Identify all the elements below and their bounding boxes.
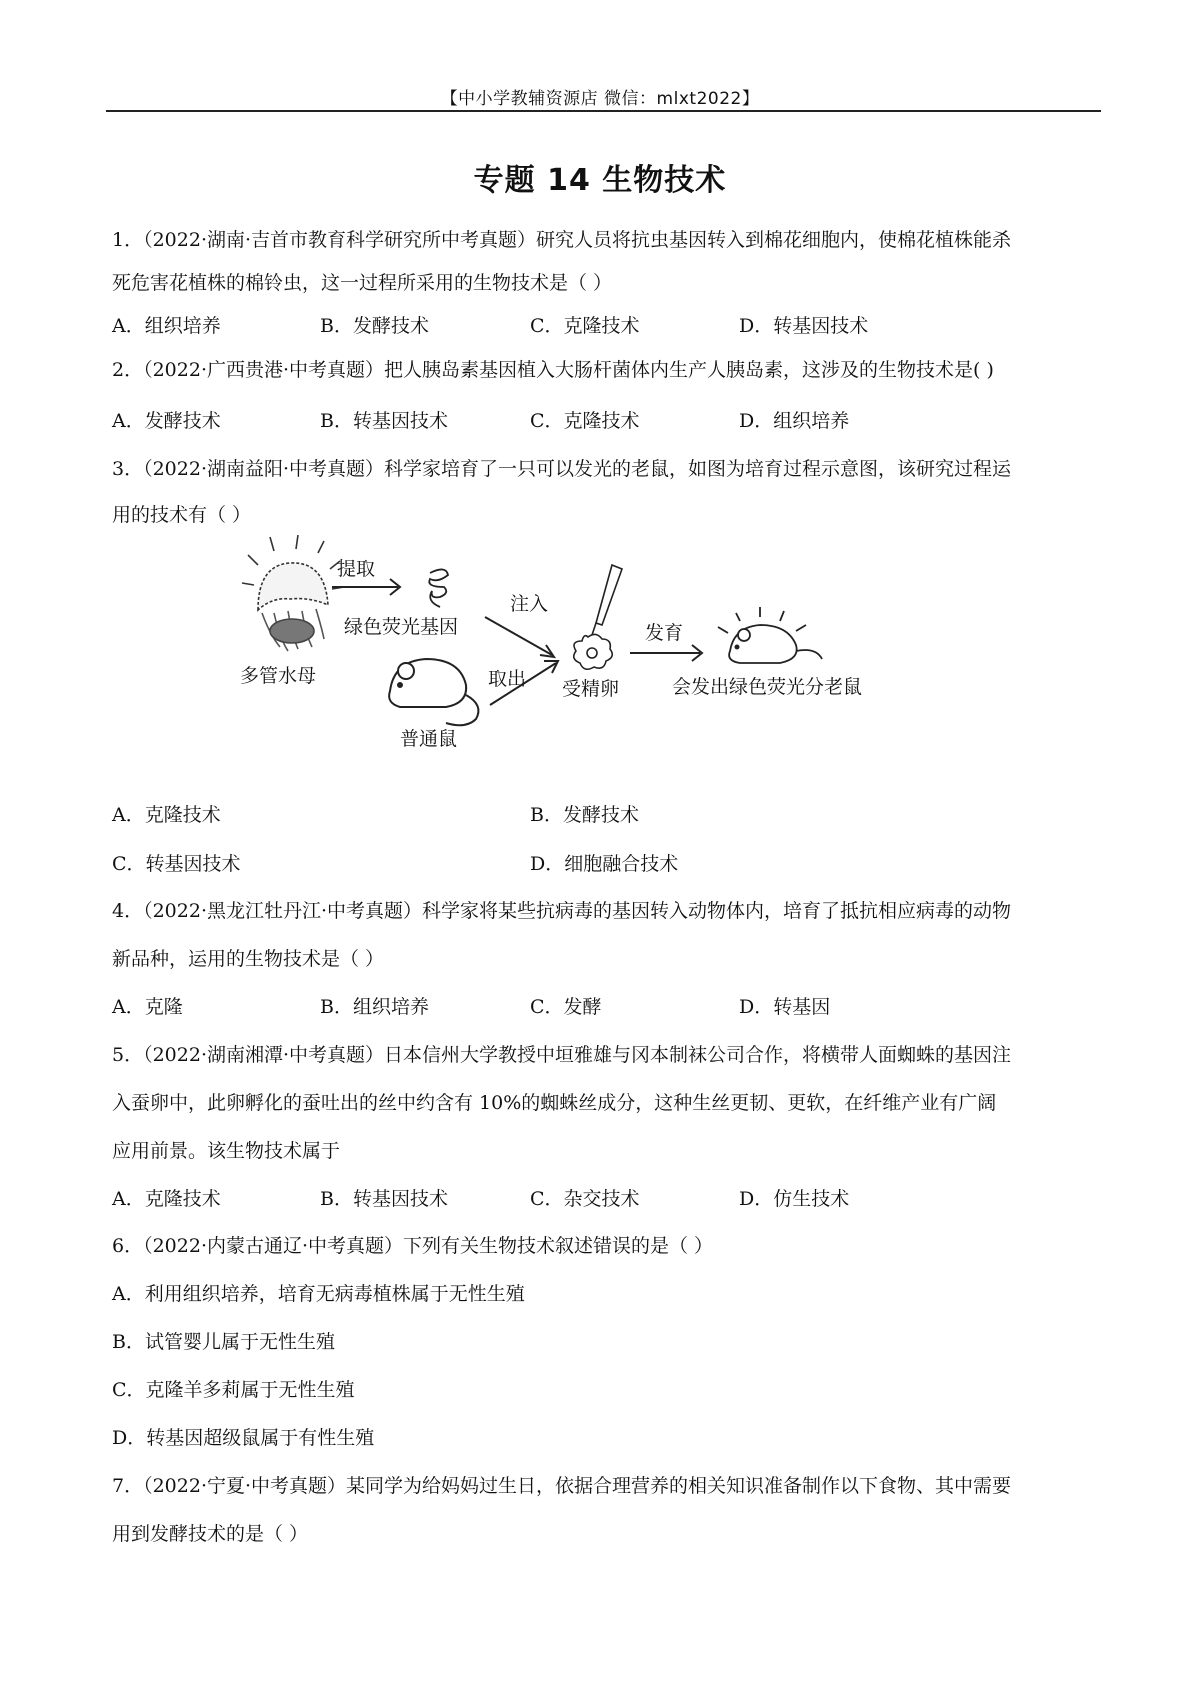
option-a: A．克隆技术 bbox=[112, 804, 221, 826]
option-d: D．转基因技术 bbox=[739, 315, 869, 337]
mouse-icon bbox=[389, 659, 478, 725]
question-text: 3．（2022·湖南益阳·中考真题）科学家培育了一只可以发光的老鼠，如图为培育过程示意图，该研究过程运 bbox=[112, 458, 1012, 480]
question-text: 1．（2022·湖南·吉首市教育科学研究所中考真题）研究人员将抗虫基因转入到棉花细胞内，使棉花植株能杀 bbox=[112, 229, 1012, 251]
options-row bbox=[112, 851, 1102, 877]
question-text: 用到发酵技术的是（ ） bbox=[112, 1523, 309, 1545]
option-b: B．转基因技术 bbox=[320, 1188, 448, 1210]
page-header: 【中小学教辅资源店 微信：mlxt2022】 bbox=[440, 89, 760, 109]
header-rule bbox=[106, 110, 1101, 112]
option-a: A．利用组织培养，培育无病毒植株属于无性生殖 bbox=[112, 1283, 525, 1305]
jellyfish-icon bbox=[242, 535, 344, 651]
option-c: C．转基因技术 bbox=[112, 853, 241, 875]
option-a: A．发酵技术 bbox=[112, 410, 221, 432]
question-text: 6．（2022·内蒙古通辽·中考真题）下列有关生物技术叙述错误的是（ ） bbox=[112, 1235, 714, 1257]
option-c: C．发酵 bbox=[530, 996, 602, 1018]
label-jellyfish: 多管水母 bbox=[240, 665, 317, 687]
option-b: B．发酵技术 bbox=[530, 804, 639, 826]
option-b: B．发酵技术 bbox=[320, 315, 429, 337]
option-a: A．克隆技术 bbox=[112, 1188, 221, 1210]
option-c: C．杂交技术 bbox=[530, 1188, 640, 1210]
label-develop: 发育 bbox=[645, 622, 684, 644]
question-text: 4．（2022·黑龙江牡丹江·中考真题）科学家将某些抗病毒的基因转入动物体内，培育了抵抗相应病毒的动物 bbox=[112, 900, 1012, 922]
option-d: D．细胞融合技术 bbox=[530, 853, 679, 875]
gene-coil-icon bbox=[429, 569, 448, 607]
glowing-mouse-icon bbox=[718, 607, 822, 663]
question-text: 5．（2022·湖南湘潭·中考真题）日本信州大学教授中垣雅雄与冈本制袜公司合作，将横带人面蜘蛛的基因注 bbox=[112, 1044, 1012, 1066]
option-a: A．克隆 bbox=[112, 996, 183, 1018]
question-text: 2．（2022·广西贵港·中考真题）把人胰岛素基因植入大肠杆菌体内生产人胰岛素，这涉及的生物技术是( ) bbox=[112, 359, 994, 381]
label-mouse: 普通鼠 bbox=[400, 728, 458, 750]
question-text: 7．（2022·宁夏·中考真题）某同学为给妈妈过生日，依据合理营养的相关知识准备制作以下食物、其中需要 bbox=[112, 1475, 1012, 1497]
option-b: B．组织培养 bbox=[320, 996, 429, 1018]
pipette-icon bbox=[590, 565, 622, 641]
option-d: D．组织培养 bbox=[739, 410, 850, 432]
process-diagram bbox=[240, 535, 970, 800]
label-glow-mouse: 会发出绿色荧光分老鼠 bbox=[672, 676, 863, 698]
question-text: 入蚕卵中，此卵孵化的蚕吐出的丝中约含有 10%的蜘蛛丝成分，这种生丝更韧、更软，在纤维产业有广阔 bbox=[112, 1092, 997, 1114]
page-title: 专题 14 生物技术 bbox=[473, 163, 727, 198]
arrow-develop-icon bbox=[630, 645, 702, 661]
option-b: B．试管婴儿属于无性生殖 bbox=[112, 1331, 335, 1353]
options-row bbox=[112, 408, 1102, 434]
option-c: C．克隆技术 bbox=[530, 315, 640, 337]
option-a: A．组织培养 bbox=[112, 315, 221, 337]
egg-cell-icon bbox=[574, 634, 613, 669]
option-c: C．克隆技术 bbox=[530, 410, 640, 432]
question-text: 死危害花植株的棉铃虫，这一过程所采用的生物技术是（ ） bbox=[112, 272, 613, 294]
option-d: D．转基因超级鼠属于有性生殖 bbox=[112, 1427, 375, 1449]
arrow-extract-icon bbox=[332, 579, 400, 595]
options-row bbox=[112, 313, 1102, 339]
option-d: D．转基因 bbox=[739, 996, 831, 1018]
options-row bbox=[112, 994, 1102, 1020]
label-extract: 提取 bbox=[337, 558, 376, 580]
label-gene: 绿色荧光基因 bbox=[344, 616, 459, 638]
label-egg: 受精卵 bbox=[562, 678, 620, 700]
label-take-out: 取出 bbox=[488, 668, 527, 690]
options-row bbox=[112, 1186, 1102, 1212]
question-text: 应用前景。该生物技术属于 bbox=[112, 1140, 341, 1162]
arrow-inject-icon bbox=[485, 617, 554, 657]
option-c: C．克隆羊多莉属于无性生殖 bbox=[112, 1379, 355, 1401]
option-d: D．仿生技术 bbox=[739, 1188, 850, 1210]
options-row bbox=[112, 802, 1102, 828]
question-text: 用的技术有（ ） bbox=[112, 504, 252, 526]
option-b: B．转基因技术 bbox=[320, 410, 448, 432]
label-inject: 注入 bbox=[510, 593, 549, 615]
question-text: 新品种，运用的生物技术是（ ） bbox=[112, 948, 385, 970]
